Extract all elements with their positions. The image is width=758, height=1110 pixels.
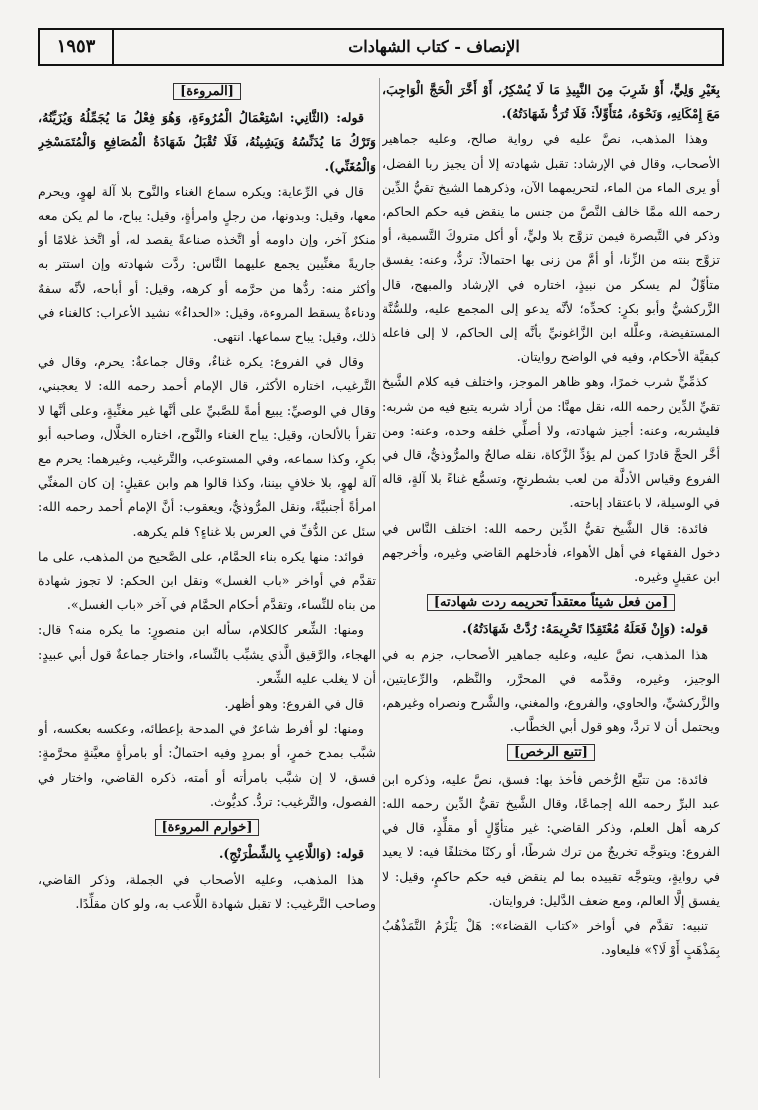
paragraph: قال في الفروع: وهو أظهر.: [224, 696, 364, 712]
running-title: الإنصاف - كتاب الشهادات: [348, 37, 520, 56]
section-heading-text: [المروءة]: [173, 83, 241, 100]
section-heading: [38, 80, 376, 104]
paragraph: هذا المذهب، وعليه الأصحاب في الجملة، وذكر القاضي، وصاحب التَّرغيب: لا تقبل شهادة اللَّاعب به، ولو كان مقلِّدًا.: [38, 871, 376, 911]
paragraph: وهذا المذهب، نصَّ عليه في رواية صالح، وعليه جماهير الأصحاب، وقال في الإرشاد: تقبل شهادته إلا أن يجيز ربا الفضل، أو يرى الماء من الماء، لتحريمهما الآن، وذكرهما الشيخ تقيُّ الدِّين رحمه الله ممَّا خالف النَّصَّ من جنس ما ينقض فيه حكم الحاكم، وذكر في التَّبصرة فيمن تزوَّج بلا وليٍّ، أو أكل متروكَ التَّسمية، أو تزوَّج بنته من الزِّنا، أو أمَّ من زنى بها احتمالاً: تردُّ، وعنه: يفسق متأوِّلٌ لم يسكر من نبيذٍ، اختاره في الإرشاد والمبهج، قال الزَّركشيُّ وأبو بكرٍ: كحدِّه؛ لأنَّه يدعو إلى المجمع عليه، وللسُّنَّة المستفيضة، وعلَّله ابن الزَّاغونيِّ بأنَّه إلى الحاكم، لا إلى فاعله كبقيَّة الأحكام، وفيه في الواضح روايتان.: [382, 131, 720, 365]
paragraph: ومنها: الشِّعر كالكلام، سأله ابن منصورٍ: ما يكره منه؟ قال: الهجاء، والرَّقيق الَّذي يشبِّب بالنِّساء، واختار جماعةٌ قول أبي عبيدٍ: أن لا يغلب عليه الشِّعر.: [38, 622, 376, 686]
paragraph: هذا المذهب، نصَّ عليه، وعليه جماهير الأصحاب، جزم به في الوجيز، وغيره، وقدَّمه في المحرَّر، والنَّظم، والرِّعايتين، والزَّركشيِّ، والحاوي، والفروع، والمغني، والشَّرح ونصراه وغيرهم، ويحتمل أن لا تردَّ، وهو قول أبي الخطَّاب.: [382, 646, 720, 735]
paragraph: فوائد: منها يكره بناء الحمَّام، على الصَّحيح من المذهب، على ما تقدَّم في أواخر «باب الغسل» ونقل ابن الحكم: لا تجوز شهادة من بناه للنِّساء، وتقدَّم أحكام الحمَّام في آخر «باب الغسل».: [38, 548, 376, 613]
paragraph: قوله: (الثَّانِي: اسْتِعْمَالُ الْمُرُوءَةِ، وَهُوَ فِعْلُ مَا يُجَمِّلُهُ وَيُزَيِّنُهُ، وَتَرْكُ مَا يُدَنِّسُهُ وَيَشِينُهُ، فَلَا تُقْبَلُ شَهَادَةُ الْمُصَافِعِ وَالْمُتَمَسْخِرِ وَالْمُغَنِّي).: [38, 110, 376, 174]
section-heading: [382, 591, 720, 615]
section-heading: [382, 741, 720, 765]
left-column: [38, 78, 376, 1098]
section-heading-text: [خوارم المروءة]: [155, 819, 260, 836]
section-heading-text: [من فعل شيئاً معتقداً تحريمه ردت شهادته]: [427, 594, 675, 611]
paragraph: تنبيه: تقدَّم في أواخر «كتاب القضاء»: هَلْ يَلْزَمُ التَّمَذْهُبُ بِمَذْهَبٍ أَوْ لَا؟» فليعاود.: [382, 917, 720, 958]
paragraph: وقال في الفروع: يكره غناءٌ، وقال جماعةٌ: يحرم، وقال في التَّرغيب، اختاره الأكثر، قال الإمام أحمد رحمه الله: لا يعجبني، وقال في الوصيِّ: يبيع أمةً للصَّبيِّ على أنَّها غير مغنِّيةٍ، وعلى أنَّها لا تقرأ بالألحان، وقيل: يباح الغناء والنَّوح، اختاره الخلَّال، وصاحبه أبو بكرٍ، وكذا سماعه، وفي المستوعب، والتَّرغيب، وغيرهما: يحرم مع آلة لهوٍ، بلا خلافٍ بيننا، وكذا قالوا هم وابن عقيلٍ: إن كان المغنِّي امرأةً أجنبيَّةً، ونقل المرُّوذيُّ، ويعقوب: أنَّ الإمام أحمد رحمه الله: سئل عن الدُّفِّ في العرس بلا غناءٍ؟ فلم يكرهه.: [38, 354, 376, 539]
right-column: [382, 78, 720, 1098]
paragraph: قال في الرِّعاية: ويكره سماع الغناء والنَّوح بلا آلة لهوٍ، ويحرم معها، وقيل: وبدونها، من رجلٍ وامرأةٍ، وقيل: يباح، ما لم يكن معه منكرٌ آخر، وإن داومه أو اتَّخذه صناعةً يقصد له، أو اتَّخذ غلامًا أو جاريةً مغنِّيين يجمع عليهما النَّاس: ردَّت شهادته وإن استتر به وأكثر منه: ردُّها من حرَّمه أو كرهه، وقيل: أو أباحه، لأنَّه سفهٌ ودناءةٌ يسقط المروءة، وقيل: «الحداءُ» نشيد الأعراب: كالغناء في ذلك، وقيل: يباح سماعها. انتهى.: [38, 183, 376, 345]
paragraph: فائدة: من تتبَّع الرُّخص فأخذ بها: فسق، نصَّ عليه، وذكره ابن عبد البرِّ رحمه الله إجماعًا، وقال الشَّيخ تقيُّ الدِّين رحمه الله: كرهه أهل العلم، وذكر القاضي: غير متأوِّلٍ أو مقلِّدٍ، قال في الفروع: ويتوجَّه تخريجٌ من ترك شرطًا، أو ركنًا مختلفًا فيه: لا يعيد في روايةٍ، ويتوجَّه تقييده بما لم ينقض فيه حكم حاكمٍ، وقيل: لا يفسق إلَّا العالم، ومع ضعف الدَّليل: فروايتان.: [382, 771, 720, 908]
paragraph: قوله: (وَاللَّاعِبِ بِالشِّطْرَنْجِ).: [219, 846, 364, 862]
paragraph: كذمِّيٍّ شرب خمرًا، وهو ظاهر الموجز، واختلف فيه كلام الشَّيخ تقيِّ الدِّين رحمه الله، نقل مهنَّا: من أراد شربه يتبع فيه من شربه: فليشربه، وعنه: أجيز شهادته، ولا أصلِّي خلفه وحده، وعنه: ومن أخَّر الحجَّ قادرًا كمن لم يؤدِّ الزَّكاة، نقله صالحٌ والمرُّوذيُّ، قال في الفروع وقياس الأدلَّة من لعب بشطرنجٍ، وتسمُّع غناءً بلا آلةٍ، قاله في الوسيلة، لا باعتقاد إباحته.: [382, 374, 720, 511]
page-number: ١٩٥٣: [40, 30, 114, 64]
section-heading: [38, 816, 376, 840]
section-heading-text: [تتبع الرخص]: [507, 744, 595, 761]
page-header: [38, 28, 724, 66]
column-divider: [379, 78, 380, 1078]
paragraph: فائدة: قال الشَّيخ تقيُّ الدِّين رحمه الله: اختلف النَّاس في دخول الفقهاء في أهل الأهواء، فأدخلهم القاضي وغيره، وأخرجهم ابن عقيلٍ وغيره.: [382, 520, 720, 585]
paragraph: ومنها: لو أفرط شاعرٌ في المدحة بإعطائه، وعكسه بعكسه، أو شبَّب بمدح خمرٍ، أو بمردٍ وفيه احتمالٌ: أو بامرأةٍ معيَّنةٍ محرَّمةٍ: فسق، لا إن شبَّب بامرأته أو أمته، ذكره القاضي، واختار في الفصول، والتَّرغيب: تردُّ. كديُّوث.: [38, 721, 376, 809]
paragraph: بِغَيْرِ وَلِيٍّ، أَوْ شَرِبَ مِنَ النَّبِيذِ مَا لَا يُسْكِرُ، أَوْ أَخَّرَ الْحَجَّ الْوَاجِبَ، مَعَ إِمْكَانِهِ، وَنَحْوَهُ، مُتَأَوِّلاً: فَلَا تُرَدُّ شَهَادَتُهُ).: [382, 82, 720, 122]
paragraph: قوله: (وَإِنْ فَعَلَهُ مُعْتَقِدًا تَحْرِيمَهُ: رُدَّتْ شَهَادَتُهُ).: [462, 621, 708, 637]
